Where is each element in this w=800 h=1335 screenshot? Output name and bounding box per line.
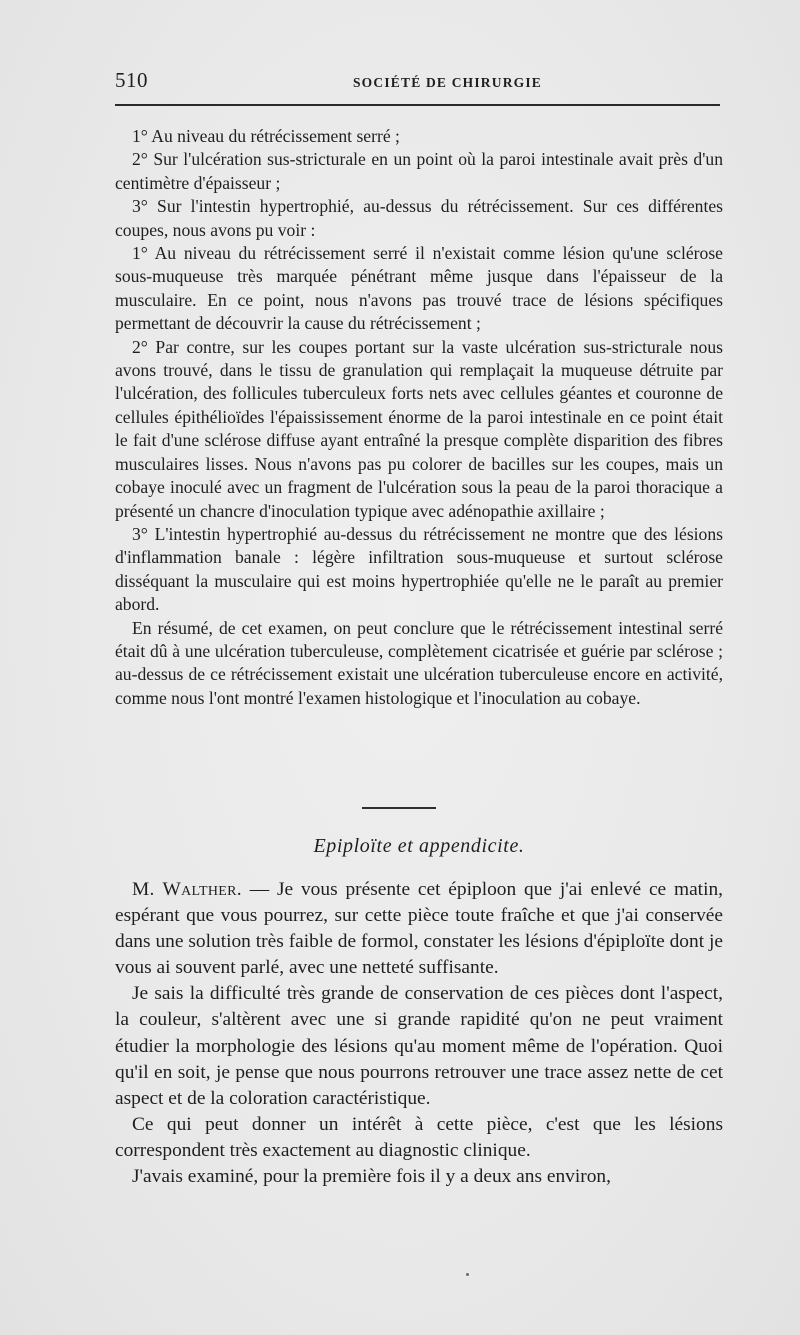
paragraph <box>115 877 723 981</box>
paragraph: J'avais examiné, pour la première fois il y a deux ans environ, <box>132 1166 611 1188</box>
paragraph: En résumé, de cet examen, on peut conclure que le rétrécissement intestinal serré était dû à une ulcération tuberculeuse, complètement cicatrisée et guérie par sclérose ; au-dessus de ce rétrécissement existait une ulcération tuberculeuse encore en activité, comme nous l'ont montré l'examen histologique et l'inoculation au cobaye. <box>115 617 723 708</box>
paragraph: Je sais la difficulté très grande de conservation de ces pièces dont l'aspect, la couleur, s'altèrent avec une si grande rapidité qu'on ne peut vraiment étudier la morphologie des lésions qu'au moment même de l'opération. Quoi qu'il en soit, je pense que nous pourrons retrouver une trace assez nette de cet aspect et de la coloration caractéristique. <box>115 983 723 1109</box>
section-divider <box>362 807 436 809</box>
header-rule <box>115 104 720 106</box>
paragraph: Ce qui peut donner un intérêt à cette pièce, c'est que les lésions correspondent très exactement au diagnostic clinique. <box>115 1113 723 1161</box>
paragraph: 1° Au niveau du rétrécissement serré ; <box>132 126 400 146</box>
paragraph: 3° Sur l'intestin hypertrophié, au-dessus du rétrécissement. Sur ces différentes coupes, nous avons pu voir : <box>115 196 723 240</box>
paragraph: 2° Sur l'ulcération sus-stricturale en un point où la paroi intestinale avait près d'un centimètre d'épaisseur ; <box>115 149 723 193</box>
paragraph: 1° Au niveau du rétrécissement serré il n'existait comme lésion qu'une sclérose sous-muqueuse très marquée pénétrant même jusque dans l'épaisseur de la musculaire. En ce point, nous n'avons pas trouvé trace de lésions spécifiques permettant de découvrir la cause du rétrécissement ; <box>115 243 723 334</box>
print-speck <box>466 1273 469 1276</box>
section-title: Epiploïte et appendicite. <box>313 835 525 857</box>
paragraph: 2° Par contre, sur les coupes portant sur la vaste ulcération sus-stricturale nous avons trouvé, dans le tissu de granulation qui remplaçait la muqueuse détruite par l'ulcération, des follicules tuberculeux forts nets avec cellules géantes et couronne de cellules épithélioïdes l'épaississement énorme de la paroi intestinale en ce point était le fait d'une sclérose diffuse ayant entraîné la presque complète disparition des fibres musculaires lisses. Nous n'avons pas pu colorer de bacilles sur les coupes, mais un cobaye inoculé avec un fragment de l'ulcération sous la peau de la paroi thoracique a présenté un chancre d'inoculation typique avec adénopathie axillaire ; <box>115 336 723 521</box>
paragraph-text: — Je vous présente cet épiploon que j'ai enlevé ce matin, espérant que vous pourrez, sur cette pièce toute fraîche et que j'ai conservée dans une solution très faible de formol, constater les lésions d'épiploïte dont je vous ai souvent parlé, avec une netteté suffisante. <box>115 879 724 979</box>
paragraph: 3° L'intestin hypertrophié au-dessus du rétrécissement ne montre que des lésions d'inflammation banale : légère infiltration sous-muqueuse et surtout sclérose disséquant la musculaire qui est moins hypertrophiée qu'elle ne le paraît au premier abord. <box>115 523 723 615</box>
page-header <box>115 66 720 96</box>
histology-findings <box>115 125 723 710</box>
page-number: 510 <box>115 68 148 92</box>
running-head: SOCIÉTÉ DE CHIRURGIE <box>352 75 543 90</box>
speaker-name: M. Walther. <box>132 879 242 900</box>
communication-text <box>115 877 723 1190</box>
